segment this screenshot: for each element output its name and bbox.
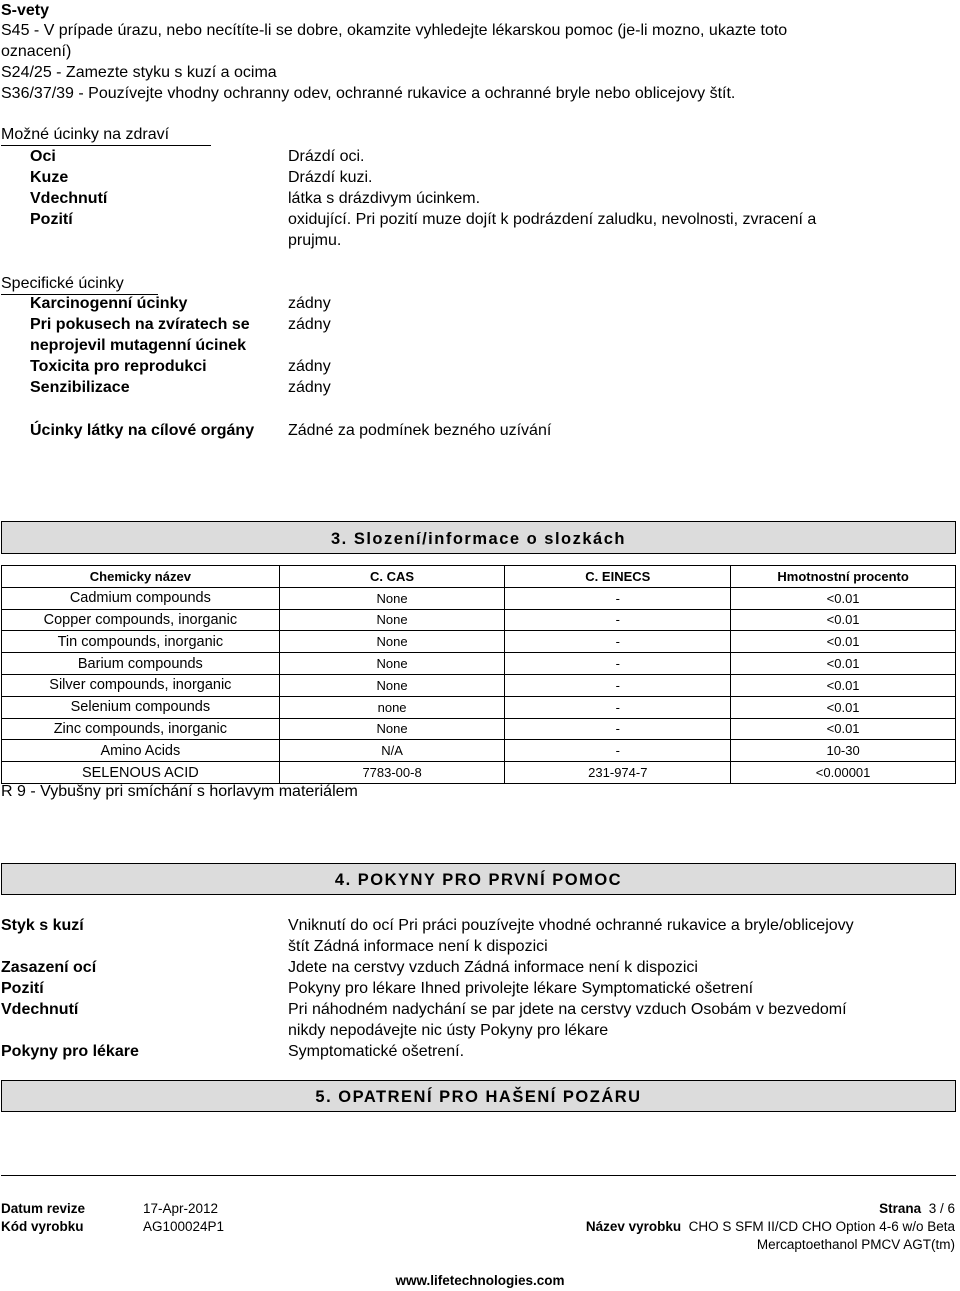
cell-name: Cadmium compounds — [2, 587, 280, 609]
firstaid-label: Pozití — [1, 980, 44, 997]
specific-value: zádny — [288, 358, 331, 375]
firstaid-label: Styk s kuzí — [1, 917, 84, 934]
specific-value: zádny — [288, 316, 331, 333]
footer-website[interactable]: www.lifetechnologies.com — [395, 1273, 565, 1288]
svety-line: S45 - V prípade úrazu, nebo necítíte-li se dobre, okamzite vyhledejte lékarskou pomoc (je-li mozno, ukazte toto — [1, 22, 788, 39]
col-header-einecs: C. EINECS — [505, 566, 731, 588]
health-label: Pozití — [30, 211, 73, 228]
section5-header — [1, 1080, 956, 1112]
footer-datum-label: Datum revize — [1, 1201, 86, 1216]
cell-percent: <0.01 — [731, 674, 956, 696]
cell-cas: None — [279, 631, 505, 653]
section3-title: 3. Slození/informace o slozkách — [331, 530, 626, 548]
cell-einecs: - — [505, 718, 731, 740]
cell-cas: None — [279, 609, 505, 631]
footer-strana — [879, 1200, 955, 1218]
cell-einecs: 231-974-7 — [505, 762, 731, 784]
section4-title: 4. POKYNY PRO PRVNÍ POMOC — [334, 871, 623, 889]
firstaid-label: Pokyny pro lékare — [1, 1043, 139, 1060]
health-value: Drázdí kuzi. — [288, 169, 373, 186]
composition-table — [1, 565, 956, 784]
cell-cas: None — [279, 587, 505, 609]
footer-nazev-value-2: Mercaptoethanol PMCV AGT(tm) — [756, 1237, 955, 1252]
section3-header — [1, 521, 956, 554]
cell-einecs: - — [505, 631, 731, 653]
firstaid-text: Jdete na cerstvy vzduch Zádná informace není k dispozici — [288, 959, 698, 976]
table-row — [2, 696, 956, 718]
table-row — [2, 653, 956, 675]
firstaid-label: Zasazení ocí — [1, 959, 97, 976]
specific-heading: Specifické úcinky — [1, 275, 124, 292]
cell-percent: <0.01 — [731, 587, 956, 609]
firstaid-text: nikdy nepodávejte nic ústy Pokyny pro lékare — [288, 1022, 609, 1039]
target-organs-label: Úcinky látky na cílové orgány — [30, 422, 255, 439]
table-row — [2, 609, 956, 631]
table-header-row — [2, 566, 956, 588]
footer-kod-value: AG100024P1 — [143, 1219, 225, 1234]
r-phrase-note: R 9 - Vybušny pri smíchání s horlavym materiálem — [1, 783, 358, 800]
specific-value: zádny — [288, 295, 331, 312]
cell-cas: None — [279, 718, 505, 740]
table-row — [2, 740, 956, 762]
firstaid-text: Vniknutí do ocí Pri práci pouzívejte vhodné ochranné rukavice a bryle/oblicejovy — [288, 917, 854, 934]
health-value: látka s drázdivym úcinkem. — [288, 190, 481, 207]
col-header-name: Chemicky název — [2, 566, 280, 588]
section5-title: 5. OPATRENÍ PRO HAŠENÍ POZÁRU — [315, 1088, 642, 1106]
footer-nazev-label: Název vyrobku — [585, 1219, 682, 1234]
cell-percent: <0.01 — [731, 718, 956, 740]
cell-name: Barium compounds — [2, 653, 280, 675]
health-value: oxidující. Pri pozití muze dojít k podrázdení zaludku, nevolnosti, zvracení a — [288, 211, 817, 228]
cell-einecs: - — [505, 653, 731, 675]
footer-rule — [1, 1175, 956, 1176]
cell-einecs: - — [505, 587, 731, 609]
cell-percent: <0.01 — [731, 653, 956, 675]
section4-header — [1, 863, 956, 895]
col-header-cas: C. CAS — [279, 566, 505, 588]
cell-percent: <0.01 — [731, 609, 956, 631]
cell-percent: <0.00001 — [731, 762, 956, 784]
table-row — [2, 587, 956, 609]
cell-name: Tin compounds, inorganic — [2, 631, 280, 653]
health-value: Drázdí oci. — [288, 148, 365, 165]
cell-cas: none — [279, 696, 505, 718]
health-label: Vdechnutí — [30, 190, 108, 207]
cell-cas: 7783-00-8 — [279, 762, 505, 784]
svety-line: oznacení) — [1, 43, 72, 60]
health-heading: Možné úcinky na zdraví — [1, 126, 170, 143]
footer-nazev-value: CHO S SFM II/CD CHO Option 4-6 w/o Beta — [688, 1219, 955, 1234]
cell-name: Silver compounds, inorganic — [2, 674, 280, 696]
table-row — [2, 674, 956, 696]
specific-label: Karcinogenní úcinky — [30, 295, 188, 312]
footer-strana-value: 3 / 6 — [928, 1201, 955, 1216]
cell-cas: None — [279, 674, 505, 696]
specific-label: neprojevil mutagenní úcinek — [30, 337, 247, 354]
firstaid-text: Pokyny pro lékare Ihned privolejte lékare Symptomatické ošetrení — [288, 980, 754, 997]
cell-cas: N/A — [279, 740, 505, 762]
table-row — [2, 718, 956, 740]
cell-cas: None — [279, 653, 505, 675]
cell-name: Copper compounds, inorganic — [2, 609, 280, 631]
health-value: prujmu. — [288, 232, 342, 249]
svety-heading: S-vety — [1, 2, 50, 19]
health-label: Kuze — [30, 169, 69, 186]
table-row — [2, 631, 956, 653]
firstaid-label: Vdechnutí — [1, 1001, 79, 1018]
cell-name: SELENOUS ACID — [2, 762, 280, 784]
firstaid-text: Symptomatické ošetrení. — [288, 1043, 465, 1060]
specific-value: zádny — [288, 379, 331, 396]
col-header-percent: Hmotnostní procento — [731, 566, 956, 588]
cell-einecs: - — [505, 696, 731, 718]
firstaid-text: Pri náhodném nadychání se par jdete na cerstvy vzduch Osobám v bezvedomí — [288, 1001, 847, 1018]
cell-einecs: - — [505, 609, 731, 631]
cell-einecs: - — [505, 740, 731, 762]
cell-percent: 10-30 — [731, 740, 956, 762]
cell-einecs: - — [505, 674, 731, 696]
specific-label: Toxicita pro reprodukci — [30, 358, 207, 375]
cell-percent: <0.01 — [731, 631, 956, 653]
cell-name: Zinc compounds, inorganic — [2, 718, 280, 740]
svety-line: S36/37/39 - Pouzívejte vhodny ochranny odev, ochranné rukavice a ochranné bryle nebo oblicejovy štít. — [1, 85, 736, 102]
health-label: Oci — [30, 148, 56, 165]
cell-name: Amino Acids — [2, 740, 280, 762]
target-organs-value: Zádné za podmínek bezného uzívání — [288, 422, 552, 439]
cell-percent: <0.01 — [731, 696, 956, 718]
footer-datum-value: 17-Apr-2012 — [143, 1201, 219, 1216]
firstaid-text: štít Zádná informace není k dispozici — [288, 938, 548, 955]
specific-label: Pri pokusech na zvíratech se — [30, 316, 250, 333]
footer-nazev — [586, 1218, 955, 1236]
svety-line: S24/25 - Zamezte styku s kuzí a ocima — [1, 64, 277, 81]
specific-label: Senzibilizace — [30, 379, 130, 396]
footer-strana-label: Strana — [879, 1201, 922, 1216]
cell-name: Selenium compounds — [2, 696, 280, 718]
footer-kod-label: Kód vyrobku — [1, 1219, 84, 1234]
